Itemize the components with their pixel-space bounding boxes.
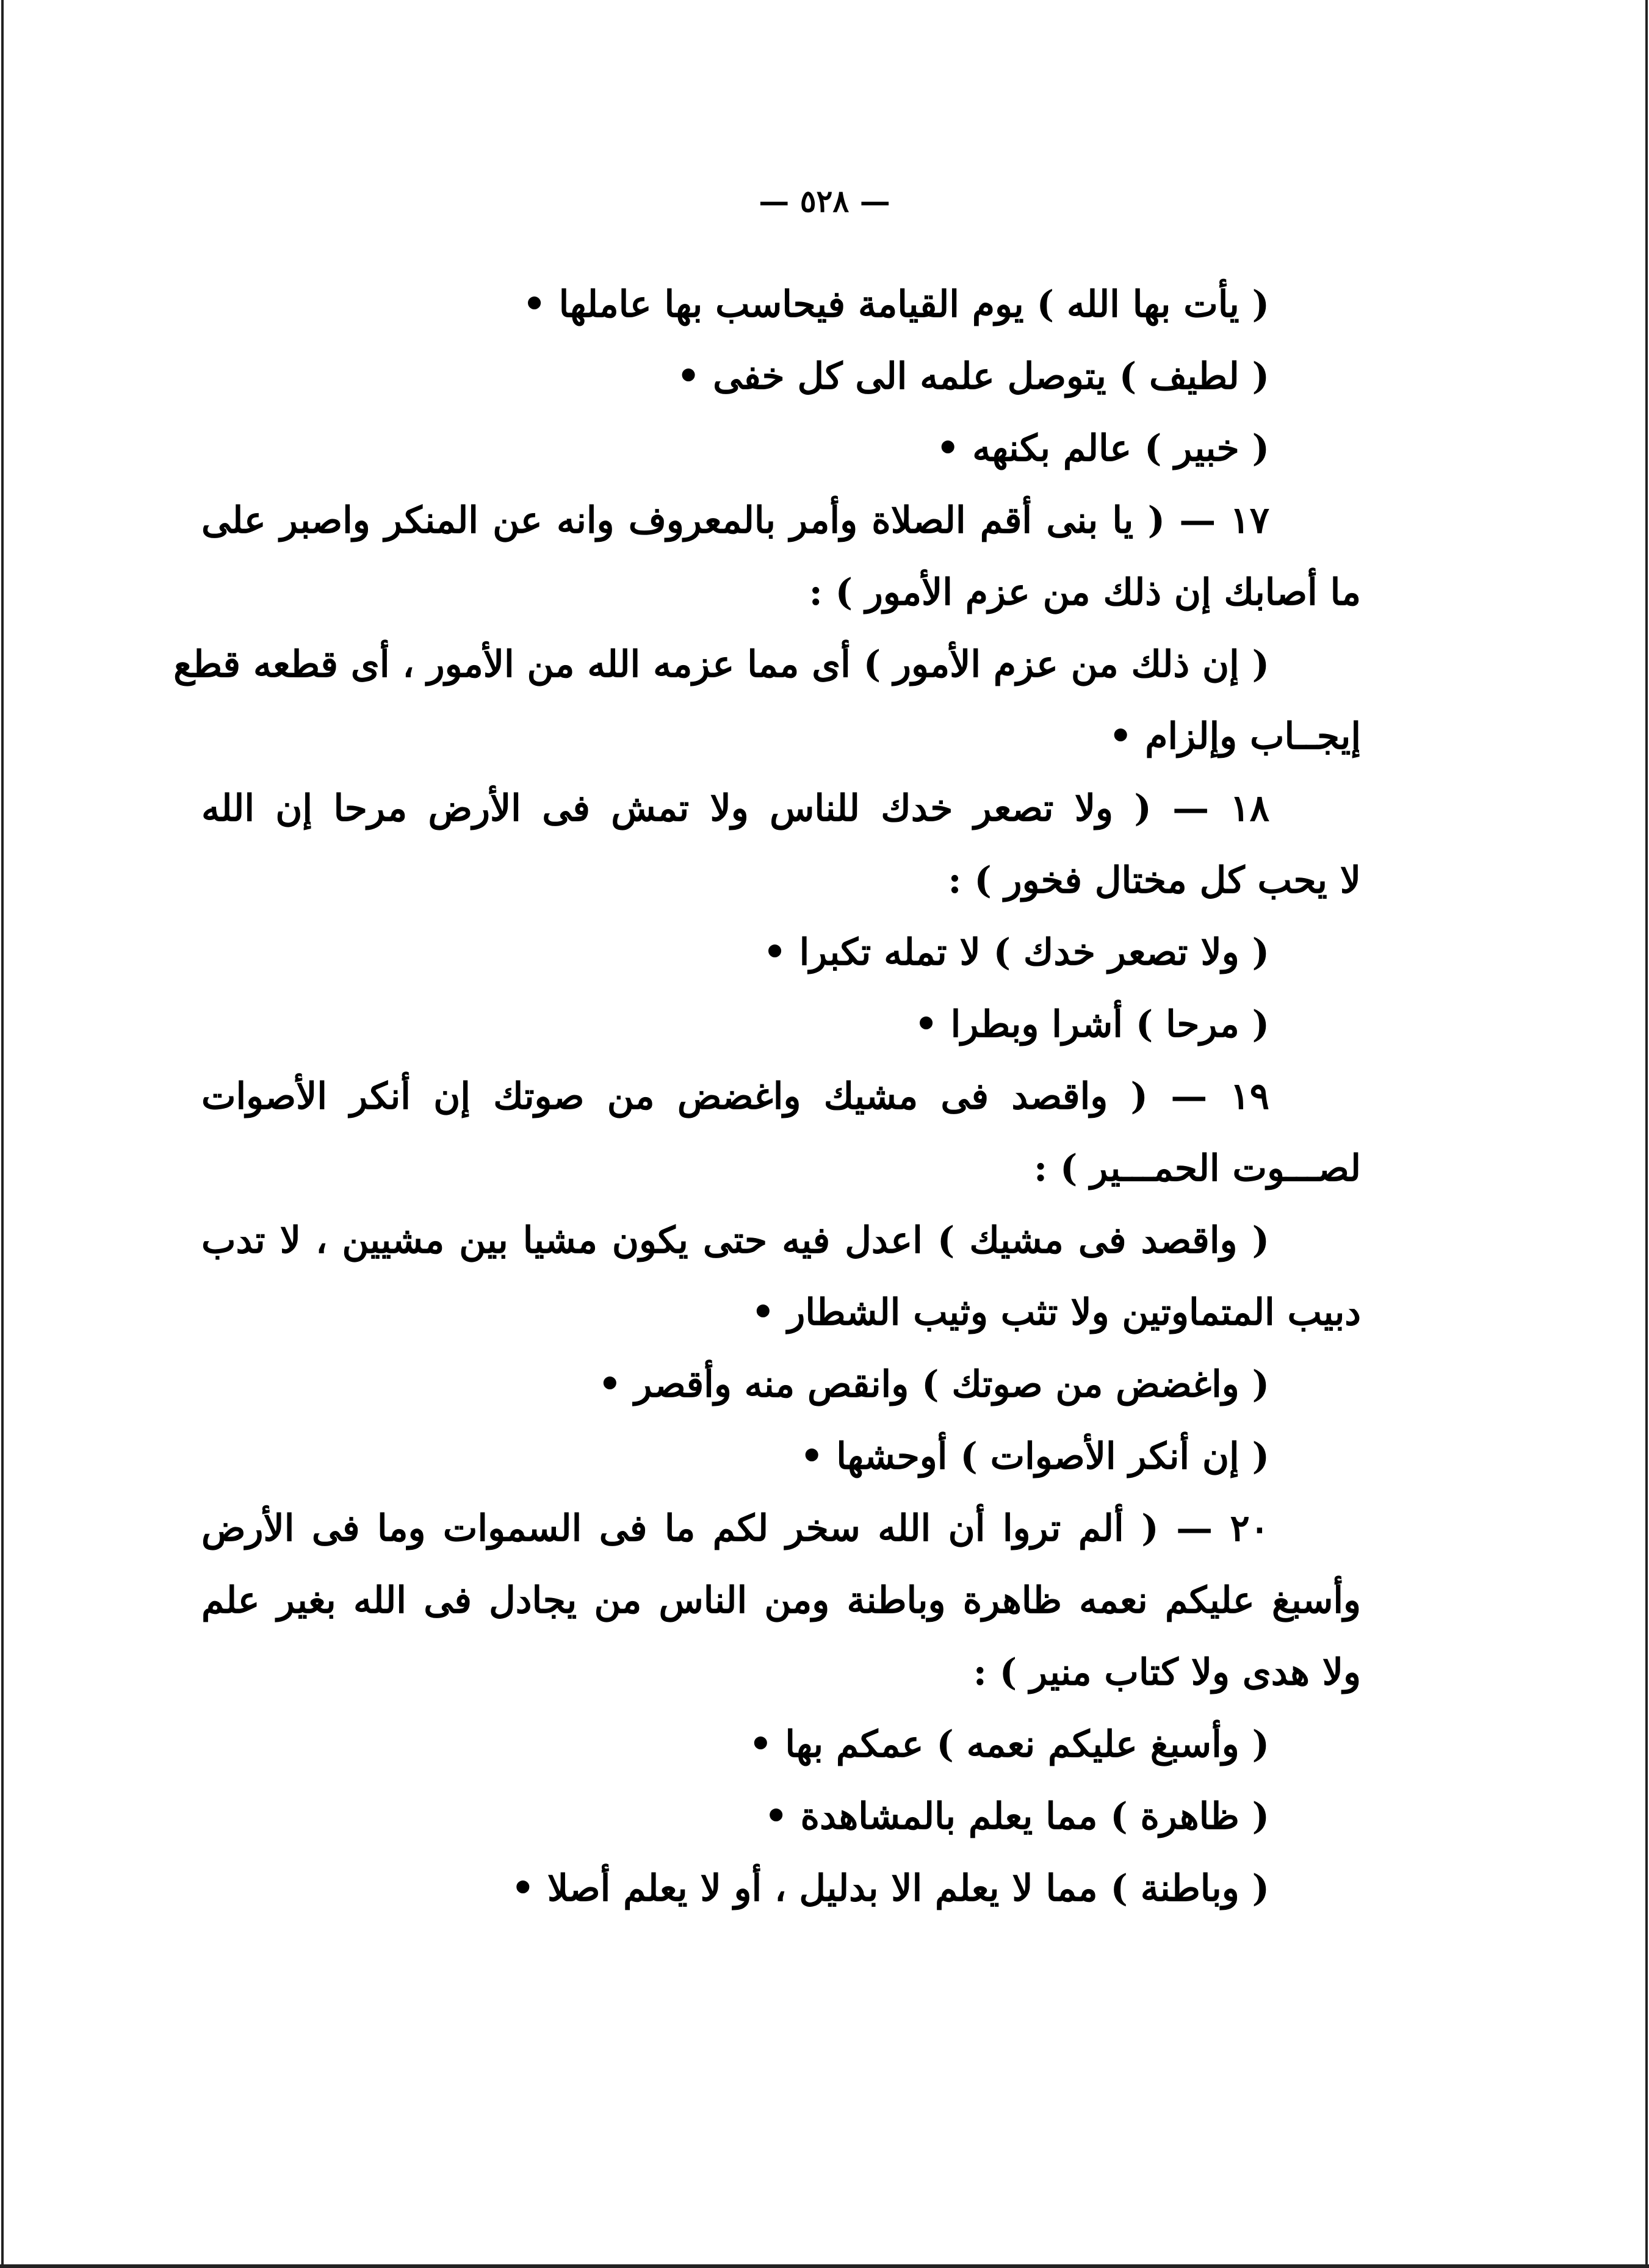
text-line: لصـــوت الحمـــير ) : — [1033, 1147, 1361, 1190]
text-line: ( وباطنة ) مما لا يعلم الا بدليل ، أو لا يعلم أصلا • — [511, 1867, 1269, 1910]
page-number: — ٥٢٨ — — [759, 183, 890, 219]
text-line: ١٨ — ( ولا تصعر خدك للناس ولا تمش فى الأرض مرحا إن الله — [201, 787, 1269, 830]
text-line: ( ولا تصعر خدك ) لا تمله تكبرا • — [763, 931, 1269, 974]
text-line: وأسبغ عليكم نعمه ظاهرة وباطنة ومن الناس من يجادل فى الله بغير علم — [201, 1579, 1362, 1622]
text-line: دبيب المتماوتين ولا تثب وثيب الشطار • — [751, 1291, 1361, 1334]
text-line: ( وأسبغ عليكم نعمه ) عمكم بها • — [749, 1723, 1269, 1766]
text-line: ( واغضض من صوتك ) وانقص منه وأقصر • — [598, 1363, 1269, 1406]
text-line: ولا هدى ولا كتاب منير ) : — [973, 1651, 1361, 1694]
text-line: ( واقصد فى مشيك ) اعدل فيه حتى يكون مشيا بين مشيين ، لا تدب — [201, 1219, 1269, 1262]
text-line: ( خبير ) عالم بكنهه • — [936, 427, 1269, 470]
text-line: إيجــاب وإلزام • — [1109, 715, 1361, 758]
text-line: ٢٠ — ( ألم تروا أن الله سخر لكم ما فى السموات وما فى الأرض — [201, 1507, 1269, 1550]
page-left-border — [1, 0, 4, 2268]
page-bottom-border — [0, 2264, 1649, 2268]
page-right-border — [1645, 0, 1648, 2268]
text-line: ( إن ذلك من عزم الأمور ) أى مما عزمه الله من الأمور ، أى قطعه قطع — [173, 643, 1269, 686]
text-line: ١٩ — ( واقصد فى مشيك واغضض من صوتك إن أنكر الأصوات — [201, 1075, 1269, 1118]
text-line: ( إن أنكر الأصوات ) أوحشها • — [800, 1435, 1269, 1478]
text-line: ( ظاهرة ) مما يعلم بالمشاهدة • — [764, 1795, 1269, 1838]
text-line: ما أصابك إن ذلك من عزم الأمور ) : — [809, 571, 1361, 614]
text-line: ١٧ — ( يا بنى أقم الصلاة وأمر بالمعروف وانه عن المنكر واصبر على — [201, 499, 1269, 542]
text-line: ( يأت بها الله ) يوم القيامة فيحاسب بها عاملها • — [522, 283, 1269, 326]
text-line: لا يحب كل مختال فخور ) : — [948, 859, 1361, 902]
text-line: ( لطيف ) يتوصل علمه الى كل خفى • — [676, 355, 1269, 398]
page-text-body — [173, 268, 1362, 1924]
text-line: ( مرحا ) أشرا وبطرا • — [914, 1003, 1269, 1046]
